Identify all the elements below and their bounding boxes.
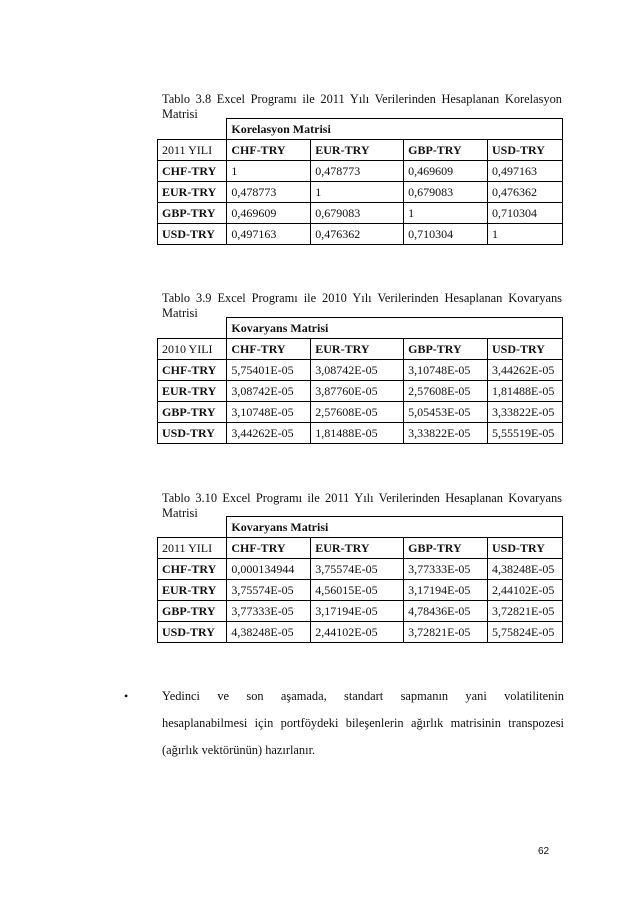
table-cell: 4,38248E-05 [227, 622, 311, 643]
table-cell: 3,17194E-05 [311, 601, 404, 622]
table-cell: 1,81488E-05 [311, 423, 404, 444]
column-header: CHF-TRY [227, 140, 311, 161]
matrix-title: Kovaryans Matrisi [227, 517, 563, 538]
table-cell: 3,44262E-05 [227, 423, 311, 444]
table-caption-3-9: Tablo 3.9 Excel Programı ile 2010 Yılı Verilerinden Hesaplanan Kovaryans Matrisi [162, 291, 562, 320]
table-cell: 0,476362 [311, 224, 404, 245]
correlation-matrix-2011 [157, 118, 563, 245]
row-header: GBP-TRY [158, 203, 227, 224]
table-cell: 1 [311, 182, 404, 203]
table-cell: 3,08742E-05 [311, 360, 404, 381]
table-cell: 2,57608E-05 [404, 381, 488, 402]
bullet-icon: • [124, 689, 129, 703]
table-cell: 3,72821E-05 [488, 601, 563, 622]
row-header: EUR-TRY [158, 381, 227, 402]
table-cell: 4,38248E-05 [488, 559, 563, 580]
table-cell: 0,000134944 [227, 559, 311, 580]
table-cell: 2,44102E-05 [488, 580, 563, 601]
column-header: USD-TRY [488, 140, 563, 161]
table-row [158, 224, 563, 245]
table-cell: 3,72821E-05 [404, 622, 488, 643]
table-caption-3-10: Tablo 3.10 Excel Programı ile 2011 Yılı Verilerinden Hesaplanan Kovaryans Matrisi [162, 491, 562, 520]
table-cell: 3,10748E-05 [227, 402, 311, 423]
table-cell: 5,05453E-05 [404, 402, 488, 423]
table-cell: 3,17194E-05 [404, 580, 488, 601]
table-cell: 0,710304 [404, 224, 488, 245]
column-header: CHF-TRY [227, 538, 311, 559]
row-header: USD-TRY [158, 224, 227, 245]
page-number: 62 [538, 846, 550, 857]
table-cell: 2,44102E-05 [311, 622, 404, 643]
table-row [158, 360, 563, 381]
matrix-title: Korelasyon Matrisi [227, 119, 563, 140]
column-header: EUR-TRY [311, 339, 404, 360]
row-header: GBP-TRY [158, 601, 227, 622]
table-row [158, 559, 563, 580]
table-cell: 3,33822E-05 [488, 402, 563, 423]
table-cell: 3,75574E-05 [311, 559, 404, 580]
table-cell: 0,497163 [488, 161, 563, 182]
column-header: EUR-TRY [311, 538, 404, 559]
column-header: GBP-TRY [404, 140, 488, 161]
row-header: CHF-TRY [158, 161, 227, 182]
table-row [158, 580, 563, 601]
table-row [158, 402, 563, 423]
column-header: USD-TRY [488, 339, 563, 360]
table-cell: 0,478773 [311, 161, 404, 182]
table-row [158, 161, 563, 182]
column-header: GBP-TRY [404, 538, 488, 559]
covariance-matrix-2010 [157, 317, 563, 444]
row-header: EUR-TRY [158, 580, 227, 601]
table-row [158, 381, 563, 402]
table-cell: 5,75401E-05 [227, 360, 311, 381]
column-header: EUR-TRY [311, 140, 404, 161]
matrix-title: Kovaryans Matrisi [227, 318, 563, 339]
table-cell: 5,55519E-05 [488, 423, 563, 444]
table-cell: 3,77333E-05 [227, 601, 311, 622]
column-header: CHF-TRY [227, 339, 311, 360]
covariance-matrix-2011 [157, 516, 563, 643]
table-cell: 0,710304 [488, 203, 563, 224]
table-cell: 1 [488, 224, 563, 245]
table-cell: 0,469609 [227, 203, 311, 224]
table-cell: 3,10748E-05 [404, 360, 488, 381]
table-cell: 0,679083 [404, 182, 488, 203]
header-row [158, 538, 563, 559]
bullet-paragraph [124, 683, 564, 764]
table-cell: 3,87760E-05 [311, 381, 404, 402]
table-cell: 1,81488E-05 [488, 381, 563, 402]
table-cell: 4,78436E-05 [404, 601, 488, 622]
row-header: USD-TRY [158, 622, 227, 643]
table-cell: 1 [227, 161, 311, 182]
table-cell: 0,478773 [227, 182, 311, 203]
table-cell: 2,57608E-05 [311, 402, 404, 423]
table-row [158, 423, 563, 444]
row-header: CHF-TRY [158, 360, 227, 381]
column-header: GBP-TRY [404, 339, 488, 360]
table-row [158, 182, 563, 203]
table-row [158, 601, 563, 622]
table-cell: 3,75574E-05 [227, 580, 311, 601]
table-cell: 1 [404, 203, 488, 224]
corner-cell: 2011 YILI [158, 140, 227, 161]
row-header: GBP-TRY [158, 402, 227, 423]
bullet-text: Yedinci ve son aşamada, standart sapmanın yani volatilitenin hesaplanabilmesi için portföydeki bileşenlerin ağırlık matrisinin transpozesi (ağırlık vektörünün) hazırlanır. [162, 689, 564, 757]
row-header: USD-TRY [158, 423, 227, 444]
table-row [158, 622, 563, 643]
corner-cell: 2010 YILI [158, 339, 227, 360]
table-cell: 0,679083 [311, 203, 404, 224]
table-row [158, 203, 563, 224]
table-cell: 0,469609 [404, 161, 488, 182]
header-row [158, 140, 563, 161]
table-cell: 4,56015E-05 [311, 580, 404, 601]
table-cell: 3,33822E-05 [404, 423, 488, 444]
table-cell: 3,44262E-05 [488, 360, 563, 381]
table-cell: 3,77333E-05 [404, 559, 488, 580]
table-cell: 5,75824E-05 [488, 622, 563, 643]
corner-cell: 2011 YILI [158, 538, 227, 559]
row-header: EUR-TRY [158, 182, 227, 203]
table-cell: 0,497163 [227, 224, 311, 245]
row-header: CHF-TRY [158, 559, 227, 580]
header-row [158, 339, 563, 360]
column-header: USD-TRY [488, 538, 563, 559]
table-cell: 0,476362 [488, 182, 563, 203]
table-caption-3-8: Tablo 3.8 Excel Programı ile 2011 Yılı Verilerinden Hesaplanan Korelasyon Matrisi [162, 92, 562, 121]
table-cell: 3,08742E-05 [227, 381, 311, 402]
